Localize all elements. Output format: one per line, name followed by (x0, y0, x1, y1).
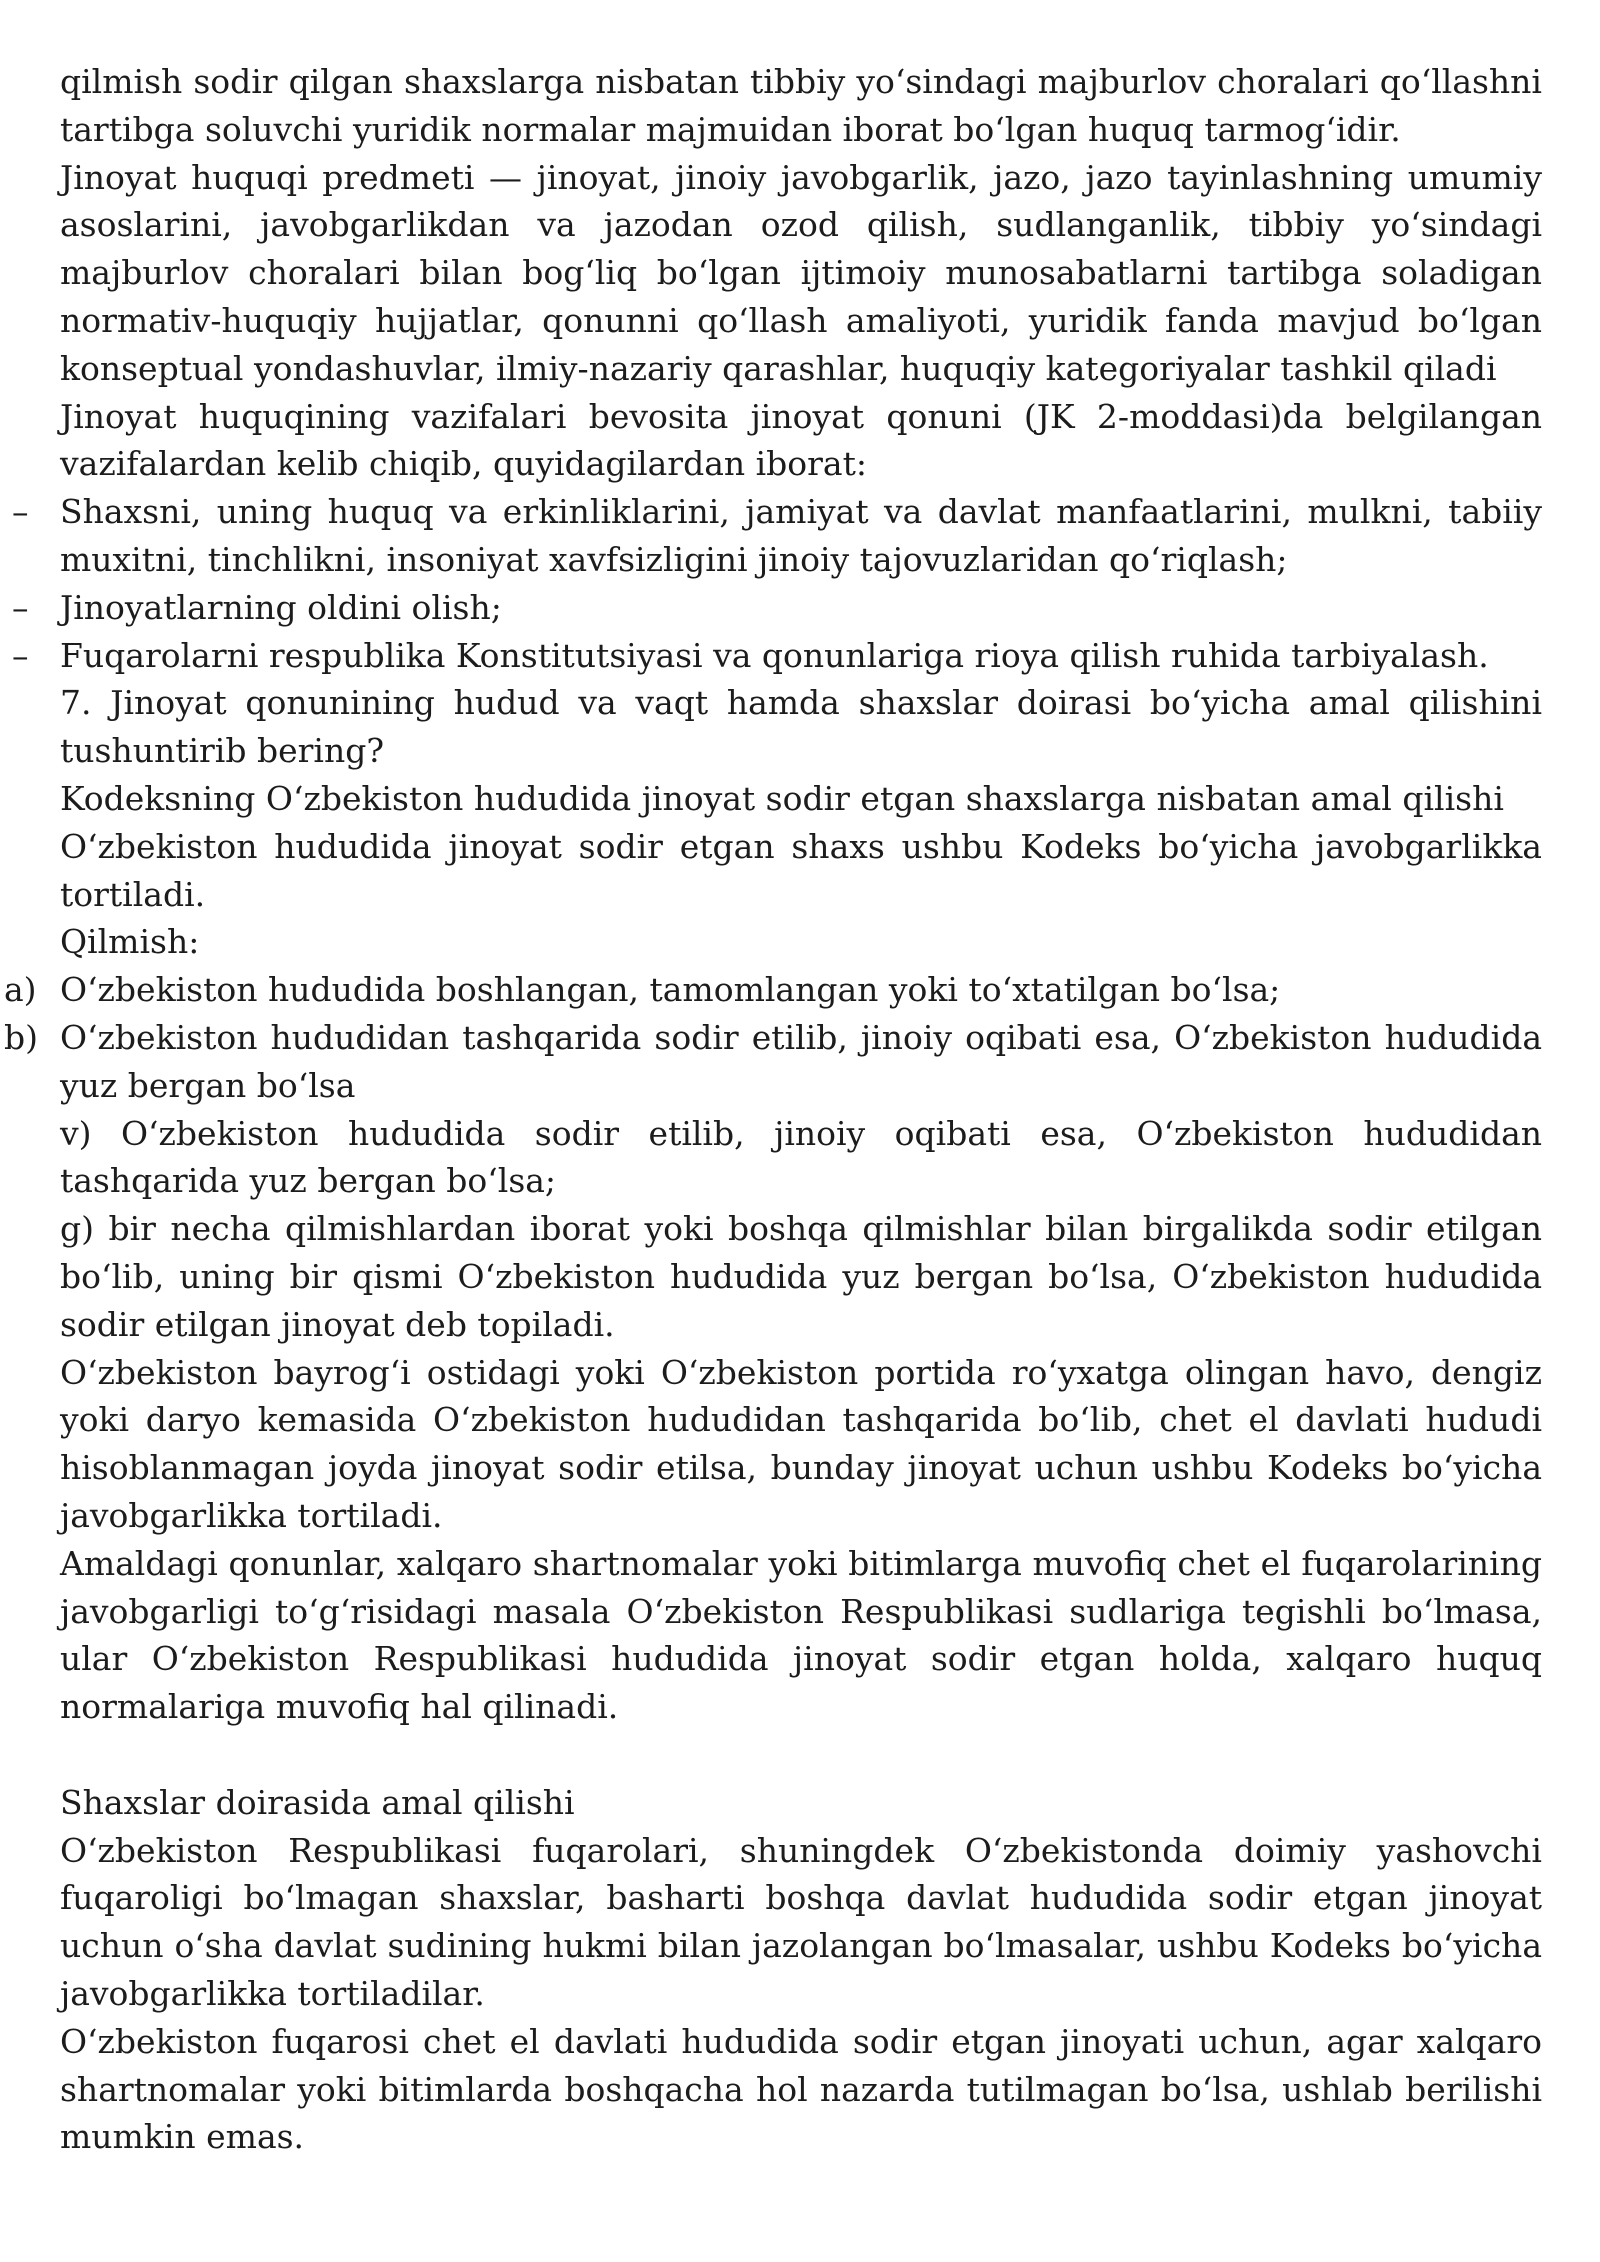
paragraph-text: O‘zbekiston fuqarosi chet el davlati hududida sodir etgan jinoyati uchun, agar xalqaro shartnomalar yoki bitimlarda boshqacha hol nazarda tutilmagan bo‘lsa, ushlab berilishi mumkin emas. (60, 2021, 1542, 2157)
paragraph (60, 1205, 1542, 1348)
paragraph-text: Jinoyat huquqining vazifalari bevosita jinoyat qonuni (JK 2-moddasi)da belgilangan vazifalardan kelib chiqib, quyidagilardan iborat: (60, 396, 1542, 484)
paragraph-text: Fuqarolarni respublika Konstitutsiyasi va qonunlariga rioya qilish ruhida tarbiyalash. (60, 635, 1489, 675)
paragraph-text: O‘zbekiston Respublikasi fuqarolari, shuningdek O‘zbekistonda doimiy yashovchi fuqaroligi bo‘lmagan shaxslar, basharti boshqa davlat hududida sodir etgan jinoyat uchun o‘sha davlat sudining hukmi bilan jazolangan bo‘lmasalar, ushbu Kodeks bo‘yicha javobgarlikka tortiladilar. (60, 1830, 1542, 2014)
paragraph-text: g) bir necha qilmishlardan iborat yoki boshqa qilmishlar bilan birgalikda sodir etilgan bo‘lib, uning bir qismi O‘zbekiston hududida yuz bergan bo‘lsa, O‘zbekiston hududida sodir etilgan jinoyat deb topiladi. (60, 1209, 1542, 1344)
paragraph-text: O‘zbekiston bayrog‘i ostidagi yoki O‘zbekiston portida ro‘yxatga olingan havo, dengiz yoki daryo kemasida O‘zbekiston hududidan tashqarida bo‘lib, chet el davlati hududi hisoblanmagan joyda jinoyat sodir etilsa, bunday jinoyat uchun ushbu Kodeks bo‘yicha javobgarlikka tortiladi. (60, 1352, 1542, 1535)
list-letter-marker: a) (4, 970, 37, 1010)
paragraph (60, 679, 1542, 775)
paragraph-text: Shaxsni, uning huquq va erkinliklarini, jamiyat va davlat manfaatlarini, mulkni, tabiiy muxitni, tinchlikni, insoniyat xavfsizligini jinoiy tajovuzlaridan qo‘riqlash; (60, 492, 1542, 579)
paragraph (60, 823, 1542, 919)
paragraph-text: qilmish sodir qilgan shaxslarga nisbatan tibbiy yo‘sindagi majburlov choralari qo‘llashni tartibga soluvchi yuridik normalar majmuidan iborat bo‘lgan huquq tarmog‘idir. (60, 62, 1542, 149)
paragraph-text: Qilmish: (60, 922, 200, 962)
paragraph (60, 1540, 1542, 1731)
paragraph-text: O‘zbekiston hududida jinoyat sodir etgan shaxs ushbu Kodeks bo‘yicha javobgarlikka tortiladi. (60, 826, 1542, 914)
document-body (4, 58, 1542, 2161)
list-letter-marker: b) (4, 1017, 38, 1057)
paragraph-text: v) O‘zbekiston hududida sodir etilib, jinoiy oqibati esa, O‘zbekiston hududidan tashqarida yuz bergan bo‘lsa; (60, 1113, 1542, 1201)
dash-bullet: – (12, 492, 29, 532)
paragraph (60, 918, 1542, 966)
paragraph (60, 775, 1542, 823)
paragraph-text: Jinoyat huquqi predmeti — jinoyat, jinoiy javobgarlik, jazo, jazo tayinlashning umumiy asoslarini, javobgarlikdan va jazodan ozod qilish, sudlanganlik, tibbiy yo‘sindagi majburlov choralari bilan bog‘liq bo‘lgan ijtimoiy munosabatlarni tartibga soladigan normativ-huquqiy hujjatlar, qonunni qo‘llash amaliyoti, yuridik fanda mavjud bo‘lgan konseptual yondashuvlar, ilmiy-nazariy qarashlar, huquqiy kategoriyalar tashkil qiladi (60, 157, 1542, 388)
paragraph-text: Shaxslar doirasida amal qilishi (60, 1782, 575, 1822)
paragraph (60, 154, 1542, 393)
lettered-list-item (4, 966, 1542, 1014)
dash-bullet: – (12, 635, 29, 675)
paragraph-text: Kodeksning O‘zbekiston hududida jinoyat sodir etgan shaxslarga nisbatan amal qilishi (60, 778, 1504, 818)
paragraph (60, 1827, 1542, 2018)
paragraph-text: O‘zbekiston hududidan tashqarida sodir etilib, jinoiy oqibati esa, O‘zbekiston hududida yuz bergan bo‘lsa (60, 1017, 1542, 1105)
paragraph (60, 1110, 1542, 1206)
bullet-list-item (12, 632, 1542, 680)
paragraph (60, 2018, 1542, 2161)
paragraph (60, 1349, 1542, 1540)
paragraph-text: Amaldagi qonunlar, xalqaro shartnomalar yoki bitimlarga muvofiq chet el fuqarolarining javobgarligi to‘g‘risidagi masala O‘zbekiston Respublikasi sudlariga tegishli bo‘lmasa, ular O‘zbekiston Respublikasi hududida jinoyat sodir etgan holda, xalqaro huquq normalariga muvofiq hal qilinadi. (60, 1543, 1542, 1727)
paragraph (60, 1779, 1542, 1827)
paragraph-text: O‘zbekiston hududida boshlangan, tamomlangan yoki to‘xtatilgan bo‘lsa; (60, 970, 1281, 1010)
dash-bullet: – (12, 587, 29, 627)
paragraph (60, 58, 1542, 154)
paragraph-text: Jinoyatlarning oldini olish; (60, 587, 502, 627)
paragraph-spacer (60, 1731, 1542, 1779)
lettered-list-item (4, 1014, 1542, 1110)
paragraph (60, 393, 1542, 489)
paragraph-text: 7. Jinoyat qonunining hudud va vaqt hamda shaxslar doirasi bo‘yicha amal qilishini tushuntirib bering? (60, 683, 1542, 771)
bullet-list-item (12, 584, 1542, 632)
bullet-list-item (12, 488, 1542, 584)
